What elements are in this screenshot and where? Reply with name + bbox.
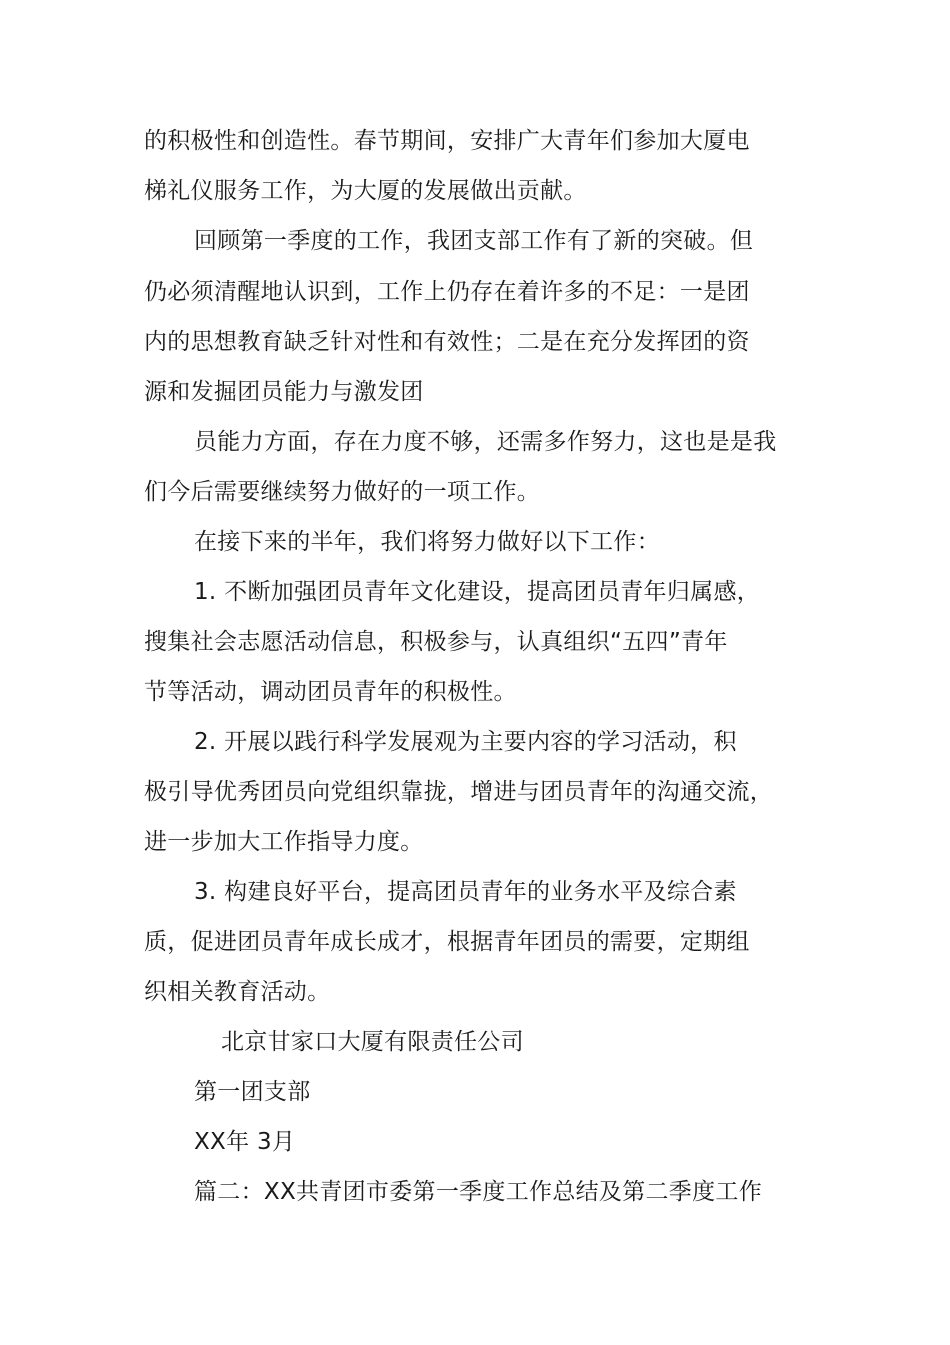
list-item-1-line: 1. 不断加强团员青年文化建设，提高团员青年归属感， (194, 579, 761, 605)
list-item-3-line: 质，促进团员青年成长成才，根据青年团员的需要，定期组 (144, 929, 750, 955)
paragraph-line: 回顾第一季度的工作，我团支部工作有了新的突破。但 (194, 228, 754, 254)
signature-branch: 第一团支部 (194, 1079, 311, 1105)
list-item-1-line: 搜集社会志愿活动信息，积极参与，认真组织“五四”青年 (144, 629, 728, 655)
section-heading: 篇二：XX共青团市委第一季度工作总结及第二季度工作 (194, 1179, 763, 1205)
paragraph-line: 源和发掘团员能力与激发团 (144, 379, 424, 405)
paragraph-line: 内的思想教育缺乏针对性和有效性；二是在充分发挥团的资 (144, 329, 750, 355)
list-item-1-line: 节等活动，调动团员青年的积极性。 (144, 679, 517, 705)
list-item-3-line: 3. 构建良好平台，提高团员青年的业务水平及综合素 (194, 879, 737, 905)
paragraph-line: 的积极性和创造性。春节期间，安排广大青年们参加大厦电 (144, 128, 750, 154)
paragraph-line: 们今后需要继续努力做好的一项工作。 (144, 479, 541, 505)
signature-company: 北京甘家口大厦有限责任公司 (221, 1029, 524, 1055)
list-item-2-line: 极引导优秀团员向党组织靠拢，增进与团员青年的沟通交流， (144, 779, 774, 805)
list-item-2-line: 进一步加大工作指导力度。 (144, 829, 424, 855)
paragraph-line: 在接下来的半年，我们将努力做好以下工作： (194, 529, 660, 555)
signature-date: XX年 3月 (194, 1129, 296, 1155)
paragraph-line: 员能力方面，存在力度不够，还需多作努力，这也是是我 (194, 429, 777, 455)
list-item-3-line: 织相关教育活动。 (144, 979, 331, 1005)
list-item-2-line: 2. 开展以践行科学发展观为主要内容的学习活动，积 (194, 729, 737, 755)
paragraph-line: 梯礼仪服务工作，为大厦的发展做出贡献。 (144, 178, 587, 204)
paragraph-line: 仍必须清醒地认识到，工作上仍存在着许多的不足：一是团 (144, 279, 750, 305)
